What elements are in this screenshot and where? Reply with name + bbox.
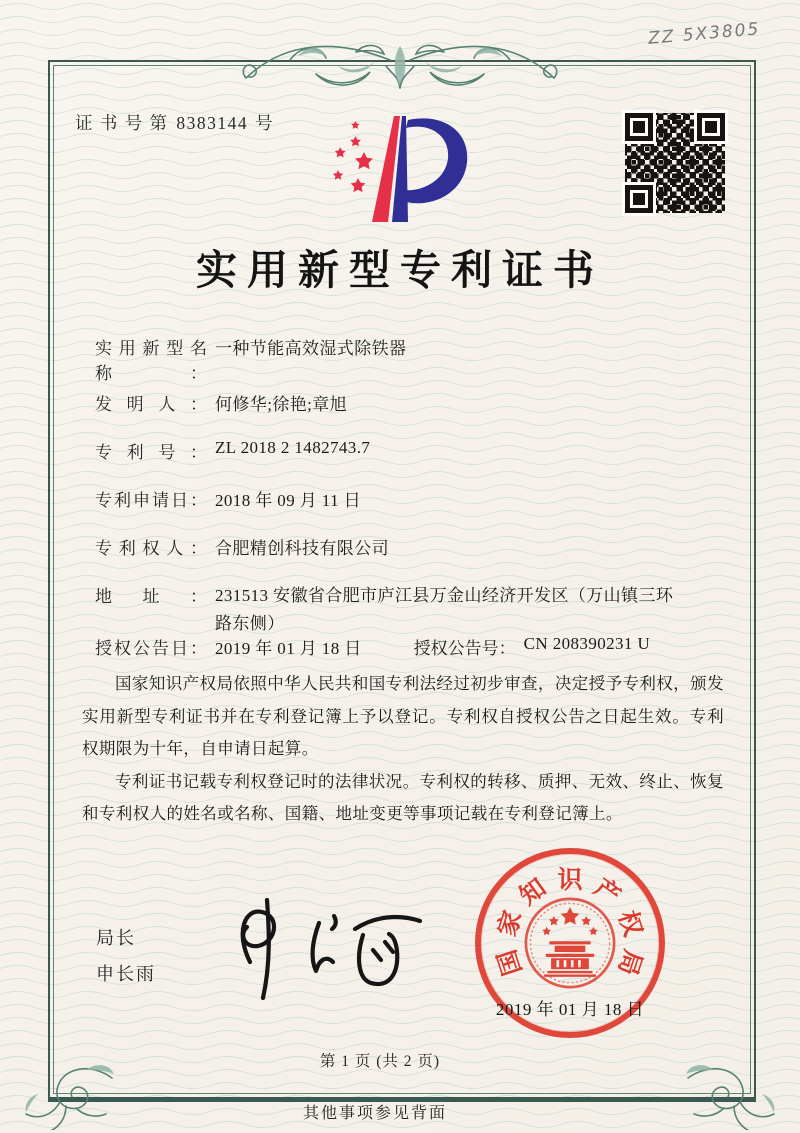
field-label: 实用新型名称： (95, 339, 207, 383)
page-title: 实用新型专利证书 (196, 247, 604, 293)
grant-number-value: CN 208390231 U (523, 634, 651, 653)
qr-finder-icon (625, 185, 653, 213)
field-row-grant (95, 634, 710, 659)
field-label: 授权公告日： (95, 639, 207, 658)
logo-p-icon (372, 116, 467, 222)
legal-paragraph: 专利证书记载专利权登记时的法律状况。专利权的转移、质押、无效、终止、恢复和专利权人的姓名或名称、国籍、地址变更等事项记载在专利登记簿上。 (82, 771, 724, 823)
top-flourish-ornament (238, 26, 562, 108)
seal-date: 2019 年 01 月 18 日 (495, 1000, 645, 1019)
grant-number-group (414, 634, 651, 659)
certificate-number-suffix: 号 (255, 113, 273, 133)
commissioner-name: 申长雨 (96, 964, 156, 984)
field-label: 专利权人： (95, 539, 207, 558)
field-label: 授权公告号： (413, 639, 516, 658)
seal-character: 权 (612, 907, 647, 940)
field-label: 专利申请日： (95, 491, 207, 510)
field-label: 专利号： (95, 443, 207, 462)
signature-handwriting (222, 890, 437, 1008)
field-value: 一种节能高效湿式除铁器 (215, 339, 407, 358)
field-value: 2018 年 09 月 11 日 (215, 491, 362, 510)
national-emblem-icon (516, 889, 624, 997)
field-value: 合肥精创科技有限公司 (215, 539, 389, 558)
field-row-utility-model-name (95, 334, 710, 384)
certificate-number-line (75, 110, 273, 135)
qr-finder-icon (625, 113, 653, 141)
legal-paragraph: 国家知识产权局依照中华人民共和国专利法经过初步审查，决定授予专利权，颁发实用新型专利证书并在专利登记簿上予以登记。专利权自授权公告之日起生效。专利权期限为十年，自申请日起算。 (82, 674, 724, 758)
certificate-number: 8383144 (176, 113, 249, 133)
qr-code (625, 113, 725, 213)
certificate-number-label: 证书号第 (75, 113, 175, 133)
cnipa-logo (330, 108, 478, 230)
field-label: 地址： (95, 587, 207, 606)
page-number: 第 1 页 (共 2 页) (319, 1053, 441, 1070)
grant-date-value: 2019 年 01 月 18 日 (215, 639, 362, 658)
field-label: 发明人： (95, 395, 207, 414)
qr-finder-icon (697, 113, 725, 141)
seal-character: 家 (493, 907, 528, 940)
field-value: 何修华;徐艳;章旭 (215, 395, 348, 414)
legal-text (82, 668, 724, 831)
field-row-address (95, 582, 710, 638)
field-row-inventors (95, 390, 710, 415)
seal-character: 知 (515, 874, 552, 911)
field-row-patentee (95, 534, 710, 559)
seal-character: 产 (588, 874, 625, 911)
seal-character: 识 (557, 867, 583, 894)
back-side-note: 其他事项参见背面 (302, 1105, 447, 1122)
field-row-patent-number (95, 438, 710, 463)
commissioner-title: 局长 (96, 928, 136, 948)
seal-character: 局 (612, 946, 647, 979)
seal-character: 国 (493, 946, 528, 979)
field-value: ZL 2018 2 1482743.7 (215, 438, 371, 457)
handwritten-note: ZZ 5X3805 (647, 19, 762, 49)
logo-stars-icon (333, 121, 373, 192)
field-value: 231513 安徽省合肥市庐江县万金山经济开发区（万山镇三环路东侧） (215, 586, 674, 634)
field-row-filing-date (95, 486, 710, 511)
